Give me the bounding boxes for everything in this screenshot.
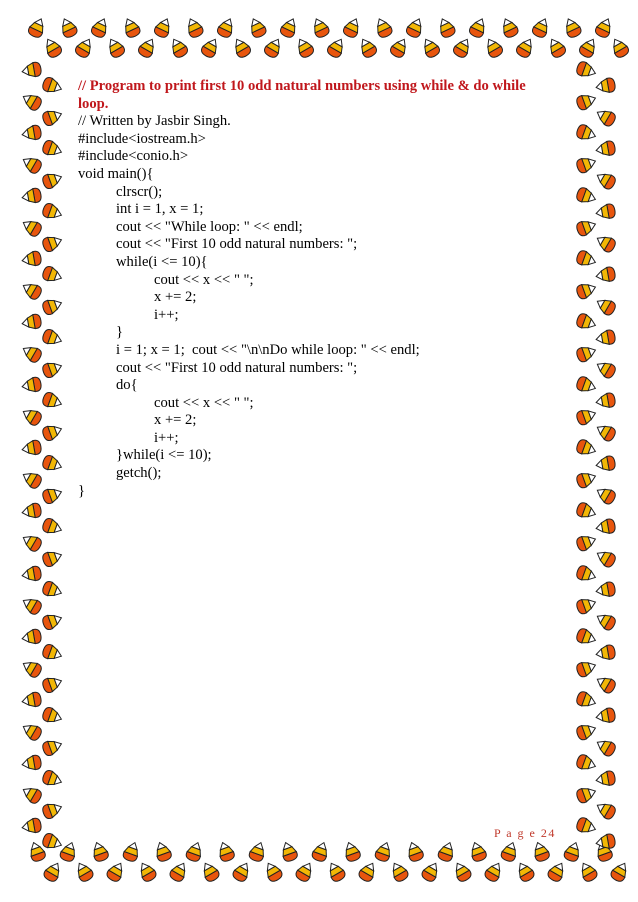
candy-corn-icon — [310, 16, 331, 39]
candy-corn-icon — [594, 799, 618, 821]
candy-corn-icon — [20, 279, 44, 301]
candy-corn-icon — [594, 547, 618, 569]
candy-corn-icon — [468, 16, 489, 39]
candy-corn-icon — [153, 16, 174, 39]
candy-corn-icon — [595, 833, 616, 850]
candy-corn-icon — [21, 250, 42, 267]
candy-corn-icon — [531, 16, 552, 39]
candy-corn-icon — [594, 295, 618, 317]
candy-corn-icon — [594, 610, 618, 632]
candy-corn-icon — [575, 406, 598, 426]
candy-corn-icon — [168, 860, 190, 884]
candy-corn-icon — [41, 737, 64, 757]
candy-corn-icon — [514, 860, 536, 884]
code-lines — [78, 113, 558, 500]
candy-corn-icon — [41, 265, 64, 285]
candy-corn-icon — [595, 707, 616, 724]
candy-corn-icon — [437, 840, 457, 863]
candy-corn-icon — [357, 860, 379, 884]
candy-corn-icon — [231, 36, 253, 60]
candy-corn-icon — [41, 76, 64, 96]
candy-corn-icon — [531, 840, 551, 863]
candy-corn-icon — [59, 840, 79, 863]
candy-corn-icon — [609, 36, 631, 60]
candy-corn-icon — [41, 391, 64, 411]
candy-corn-icon — [563, 840, 583, 863]
candy-corn-icon — [595, 392, 616, 409]
candy-corn-icon — [21, 376, 42, 393]
candy-corn-icon — [20, 342, 44, 364]
candy-corn-icon — [58, 16, 79, 39]
candy-corn-icon — [21, 817, 42, 834]
candy-corn-icon — [575, 375, 598, 395]
candy-corn-icon — [311, 840, 331, 863]
candy-corn-icon — [279, 840, 299, 863]
candy-corn-icon — [595, 644, 616, 661]
candy-corn-icon — [153, 840, 173, 863]
candy-corn-icon — [185, 840, 205, 863]
code-line: }while(i <= 10); — [116, 447, 212, 464]
candy-corn-icon — [326, 36, 348, 60]
candy-corn-icon — [41, 611, 64, 631]
candy-corn-icon — [41, 485, 64, 505]
candy-corn-icon — [21, 565, 42, 582]
candy-corn-icon — [374, 840, 394, 863]
candy-corn-icon — [575, 60, 598, 80]
candy-corn-icon — [575, 91, 598, 111]
candy-corn-icon — [575, 280, 598, 300]
candy-corn-icon — [578, 36, 600, 60]
candy-corn-icon — [41, 359, 64, 379]
candy-corn-icon — [21, 313, 42, 330]
candy-corn-icon — [357, 36, 379, 60]
candy-corn-icon — [575, 217, 598, 237]
candy-corn-icon — [41, 233, 64, 253]
code-line: void main(){ — [78, 165, 154, 182]
code-line: cout << "First 10 odd natural numbers: "; — [116, 236, 358, 253]
code-line: i = 1; x = 1; cout << "\n\nDo while loop: " << endl; — [116, 341, 420, 358]
code-line: cout << "While loop: " << endl; — [116, 218, 303, 235]
candy-corn-icon — [420, 860, 442, 884]
candy-corn-icon — [41, 706, 64, 726]
candy-corn-icon — [389, 36, 411, 60]
candy-corn-icon — [20, 783, 44, 805]
candy-corn-icon — [41, 674, 64, 694]
candy-corn-icon — [594, 484, 618, 506]
candy-corn-icon — [575, 469, 598, 489]
candy-corn-icon — [20, 720, 44, 742]
candy-corn-icon — [595, 140, 616, 157]
code-line: cout << x << " "; — [154, 271, 254, 288]
candy-corn-icon — [20, 405, 44, 427]
candy-corn-icon — [594, 106, 618, 128]
code-line: clrscr(); — [116, 183, 163, 200]
candy-corn-icon — [41, 548, 64, 568]
code-line: #include<conio.h> — [78, 148, 189, 165]
candy-corn-icon — [575, 564, 598, 584]
candy-corn-icon — [41, 422, 64, 442]
candy-corn-icon — [452, 36, 474, 60]
candy-corn-icon — [595, 77, 616, 94]
candy-corn-icon — [594, 16, 615, 39]
candy-corn-icon — [594, 736, 618, 758]
candy-corn-icon — [575, 154, 598, 174]
candy-corn-icon — [73, 860, 95, 884]
candy-corn-icon — [27, 16, 48, 39]
candy-corn-icon — [41, 296, 64, 316]
code-line: int i = 1, x = 1; — [116, 201, 204, 218]
candy-corn-icon — [200, 36, 222, 60]
candy-corn-icon — [21, 124, 42, 141]
candy-corn-icon — [41, 328, 64, 348]
candy-corn-icon — [41, 107, 64, 127]
page-number: P a g e 24 — [494, 826, 556, 840]
candy-corn-icon — [575, 438, 598, 458]
candy-corn-icon — [575, 123, 598, 143]
candy-corn-icon — [137, 36, 159, 60]
candy-corn-icon — [575, 627, 598, 647]
candy-corn-icon — [575, 658, 598, 678]
candy-corn-icon — [262, 860, 284, 884]
candy-corn-icon — [575, 721, 598, 741]
candy-corn-icon — [595, 455, 616, 472]
code-line: i++; — [154, 429, 179, 446]
code-line: // Written by Jasbir Singh. — [78, 113, 231, 130]
code-line: cout << x << " "; — [154, 394, 254, 411]
candy-corn-icon — [500, 840, 520, 863]
candy-corn-icon — [577, 860, 599, 884]
candy-corn-icon — [451, 860, 473, 884]
candy-corn-icon — [595, 329, 616, 346]
candy-corn-icon — [468, 840, 488, 863]
candy-corn-icon — [216, 16, 237, 39]
candy-corn-icon — [105, 860, 127, 884]
candy-corn-icon — [247, 16, 268, 39]
candy-corn-icon — [121, 16, 142, 39]
candy-corn-icon — [342, 16, 363, 39]
candy-corn-icon — [595, 581, 616, 598]
candy-corn-icon — [263, 36, 285, 60]
candy-corn-icon — [41, 139, 64, 159]
candy-corn-icon — [20, 90, 44, 112]
code-line: while(i <= 10){ — [116, 253, 208, 270]
candy-corn-icon — [105, 36, 127, 60]
candy-corn-icon — [41, 643, 64, 663]
candy-corn-icon — [388, 860, 410, 884]
candy-corn-icon — [595, 770, 616, 787]
candy-corn-icon — [575, 343, 598, 363]
candy-corn-icon — [575, 501, 598, 521]
candy-corn-icon — [436, 16, 457, 39]
candy-corn-icon — [575, 312, 598, 332]
candy-corn-icon — [41, 454, 64, 474]
candy-corn-icon — [483, 860, 505, 884]
candy-corn-icon — [594, 232, 618, 254]
candy-corn-icon — [216, 840, 236, 863]
candy-corn-icon — [575, 186, 598, 206]
code-line: x += 2; — [154, 412, 197, 429]
candy-corn-icon — [20, 468, 44, 490]
candy-corn-icon — [575, 249, 598, 269]
candy-corn-icon — [20, 153, 44, 175]
candy-corn-icon — [294, 36, 316, 60]
candy-corn-icon — [20, 216, 44, 238]
candy-corn-icon — [21, 628, 42, 645]
code-line: } — [78, 482, 86, 499]
candy-corn-icon — [184, 16, 205, 39]
candy-corn-icon — [342, 840, 362, 863]
candy-corn-icon — [546, 860, 568, 884]
candy-corn-icon — [405, 16, 426, 39]
candy-corn-icon — [594, 421, 618, 443]
candy-corn-icon — [74, 36, 96, 60]
title-comment: // Program to print first 10 odd natural numbers using while & do while loop. — [78, 78, 526, 112]
candy-corn-icon — [248, 840, 268, 863]
candy-corn-icon — [595, 203, 616, 220]
candy-corn-icon — [90, 840, 110, 863]
candy-corn-icon — [515, 36, 537, 60]
candy-corn-icon — [594, 169, 618, 191]
candy-corn-icon — [609, 860, 631, 884]
code-line: i++; — [154, 306, 179, 323]
candy-corn-icon — [41, 517, 64, 537]
candy-corn-icon — [42, 36, 64, 60]
candy-corn-icon — [21, 691, 42, 708]
candy-corn-icon — [575, 753, 598, 773]
candy-corn-icon — [122, 840, 142, 863]
candy-corn-icon — [575, 532, 598, 552]
candy-corn-icon — [168, 36, 190, 60]
code-listing — [78, 78, 558, 500]
candy-corn-icon — [41, 580, 64, 600]
candy-corn-icon — [20, 594, 44, 616]
candy-corn-icon — [594, 673, 618, 695]
candy-corn-icon — [575, 690, 598, 710]
code-line: do{ — [116, 377, 138, 394]
candy-corn-icon — [499, 16, 520, 39]
candy-corn-icon — [136, 860, 158, 884]
candy-corn-icon — [546, 36, 568, 60]
candy-corn-icon — [41, 800, 64, 820]
candy-corn-icon — [41, 170, 64, 190]
candy-corn-icon — [41, 202, 64, 222]
candy-corn-icon — [90, 16, 111, 39]
candy-corn-icon — [575, 784, 598, 804]
candy-corn-icon — [595, 266, 616, 283]
candy-corn-icon — [41, 769, 64, 789]
candy-corn-icon — [405, 840, 425, 863]
candy-corn-icon — [42, 860, 64, 884]
code-line: getch(); — [116, 465, 162, 482]
candy-corn-icon — [21, 439, 42, 456]
candy-corn-icon — [21, 187, 42, 204]
candy-corn-icon — [373, 16, 394, 39]
candy-corn-icon — [325, 860, 347, 884]
candy-corn-icon — [575, 816, 598, 836]
candy-corn-icon — [41, 832, 64, 852]
candy-corn-icon — [294, 860, 316, 884]
code-line: cout << "First 10 odd natural numbers: "; — [116, 359, 358, 376]
candy-corn-icon — [199, 860, 221, 884]
candy-corn-icon — [420, 36, 442, 60]
candy-corn-icon — [594, 358, 618, 380]
candy-corn-icon — [20, 531, 44, 553]
code-line: } — [116, 324, 124, 341]
candy-corn-icon — [483, 36, 505, 60]
candy-corn-icon — [21, 754, 42, 771]
candy-corn-icon — [595, 518, 616, 535]
candy-corn-icon — [21, 61, 42, 78]
candy-corn-icon — [279, 16, 300, 39]
candy-corn-icon — [21, 502, 42, 519]
code-line: x += 2; — [154, 289, 197, 306]
candy-corn-icon — [562, 16, 583, 39]
candy-corn-icon — [231, 860, 253, 884]
candy-corn-icon — [575, 595, 598, 615]
code-line: #include<iostream.h> — [78, 130, 206, 147]
candy-corn-icon — [20, 657, 44, 679]
